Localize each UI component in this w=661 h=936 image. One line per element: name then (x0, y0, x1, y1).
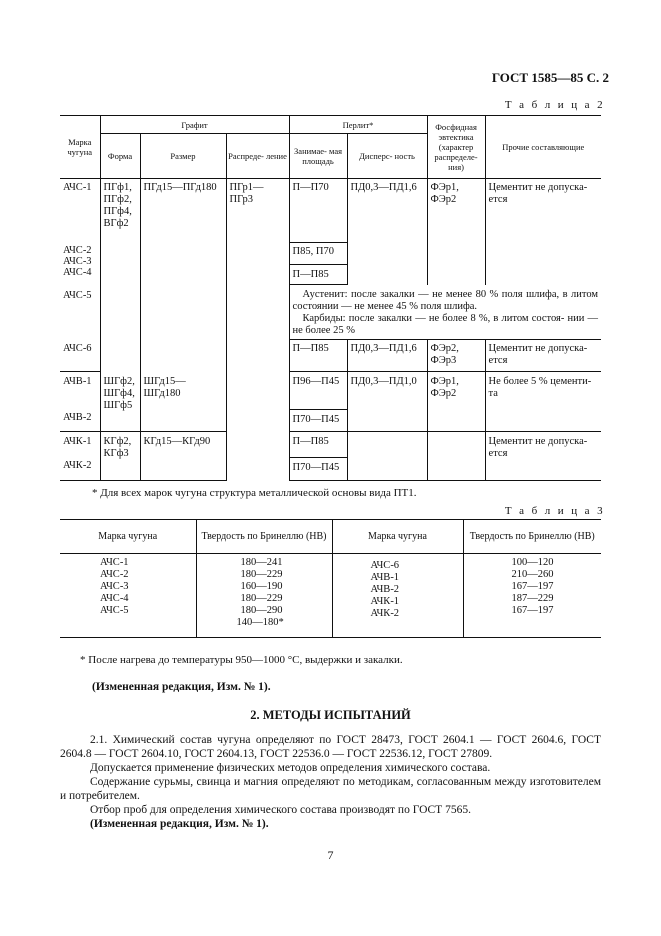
cell-prochie-achs1: Цементит не допуска- ется (488, 182, 588, 205)
section-title: 2. МЕТОДЫ ИСПЫТАНИЙ (250, 708, 411, 722)
cell-raspr-all: ПГр1—ПГр3 (226, 179, 289, 481)
table2 (60, 115, 601, 481)
th-raspredelenie: Распреде- ление (226, 134, 289, 179)
t3-mark: АЧС-4 (100, 593, 129, 604)
t3-value: 210—260 (511, 569, 554, 580)
achs5-austenit: Аустенит: после закалки — не менее 80 % поля шлифа, в литом состоянии — не менее 45 % поля шлифа. (292, 289, 599, 312)
cell-prochie-achs6: Цементит не допуска- ется (485, 340, 601, 372)
cell-prochie-achk: Цементит не допуска- ется (485, 432, 601, 481)
table2-caption: Т а б л и ц а 2 (504, 99, 605, 111)
mark-achs4: АЧС-4 (63, 266, 92, 278)
cell-razmer-achv: ШГд15—ШГд180 (140, 372, 226, 432)
mark-achs2: АЧС-2 (63, 244, 92, 256)
mark-achs3: АЧС-3 (63, 255, 92, 267)
t3-right-values (463, 554, 601, 638)
cell-marka-achs234 (60, 243, 100, 285)
t3-right-marks (332, 554, 463, 638)
t3-mark: АЧС-6 (370, 560, 400, 571)
section2-p2: Допускается применение физических методов определения химического состава. (90, 762, 491, 774)
cell-marka-achs6: АЧС-6 (60, 340, 100, 372)
t3-mark: АЧС-5 (100, 605, 129, 616)
page-number: 7 (327, 848, 334, 862)
th-zanimaemaya: Занимае- мая площадь (289, 134, 347, 179)
cell-fosfid-empty1 (427, 243, 485, 285)
th-prochie: Прочие составляющие (485, 116, 601, 179)
cell-ploshad-achv2: П70—П45 (289, 410, 347, 432)
cell-fosfid-achs6: ФЭр2, ФЭр3 (427, 340, 485, 372)
cell-forma-achk: КГф2, КГф3 (100, 432, 140, 481)
th3-marka-left: Марка чугуна (60, 520, 196, 554)
t3-value: 160—190 (240, 581, 283, 592)
th3-hard-right: Твердость по Бринеллю (НВ) (463, 520, 601, 554)
t3-mark: АЧС-2 (100, 569, 129, 580)
cell-marka-achk2: АЧК-2 (60, 458, 100, 481)
cell-ploshad-achs6: П—П85 (289, 340, 347, 372)
section2-p3: Содержание сурьмы, свинца и магния определяют по методикам, согласованным между изготовителем и потребителем. (60, 776, 601, 802)
t3-mark: АЧС-3 (100, 581, 129, 592)
t3-value: 140—180* (236, 617, 284, 628)
t3-value: 167—197 (511, 605, 554, 616)
section2-p1: 2.1. Химический состав чугуна определяют по ГОСТ 28473, ГОСТ 2604.1 — ГОСТ 2604.6, ГОСТ 2604.8 — ГОСТ 2604.10, ГОСТ 2604.13, ГОСТ 22536.0 — ГОСТ 22536.12, ГОСТ 27809. (60, 734, 601, 760)
cell-marka-achs1: АЧС-1 (60, 179, 100, 243)
cell-fosfid-achs1: ФЭр1, ФЭр2 (427, 179, 485, 243)
cell-fosfid-achk (427, 432, 485, 481)
th-dispersnost: Дисперс- ность (347, 134, 427, 179)
table3-caption: Т а б л и ц а 3 (504, 505, 605, 517)
th-perlit: Перлит* (289, 116, 427, 134)
section2-change-note: (Измененная редакция, Изм. № 1). (90, 818, 269, 830)
t3-mark: АЧВ-1 (370, 572, 400, 583)
t3-value: 180—229 (240, 569, 283, 580)
change-note-1: (Измененная редакция, Изм. № 1). (92, 681, 271, 693)
th-fosfid: Фосфидная эвтектика (характер распределе- ния) (427, 116, 485, 179)
t3-value: 180—241 (240, 557, 283, 568)
cell-disp-achk (347, 432, 427, 481)
cell-ploshad-achs4: П—П85 (289, 265, 347, 285)
cell-achs5-note (289, 285, 601, 340)
cell-marka-achk1: АЧК-1 (60, 432, 100, 458)
table3-footnote: * После нагрева до температуры 950—1000 °С, выдержки и закалки. (80, 654, 403, 666)
th-marka: Марка чугуна (60, 116, 100, 179)
cell-marka-achv2: АЧВ-2 (60, 410, 100, 432)
t3-mark: АЧВ-2 (370, 584, 400, 595)
cell-disp-achs1: ПД0,3—ПД1,6 (347, 179, 427, 243)
cell-forma-achs: ПГф1, ПГф2, ПГф4, ВГф2 (100, 179, 140, 372)
achs5-karbidy: Карбиды: после закалки — не более 8 %, в литом состоя- нии — не более 25 % (292, 313, 599, 336)
cell-marka-achs5: АЧС-5 (60, 285, 100, 340)
cell-ploshad-achv1: П96—П45 (289, 372, 347, 410)
cell-disp-achv: ПД0,3—ПД1,0 (347, 372, 427, 432)
cell-forma-achv: ШГф2, ШГф4, ШГф5 (100, 372, 140, 432)
cell-disp-empty1 (347, 243, 427, 285)
cell-ploshad-achs1: П—П70 (289, 179, 347, 243)
t3-mark: АЧК-1 (370, 596, 400, 607)
t3-value: 180—229 (240, 593, 283, 604)
t3-mark: АЧК-2 (370, 608, 400, 619)
doc-header: ГОСТ 1585—85 С. 2 (491, 70, 609, 85)
cell-prochie-empty1 (485, 243, 601, 285)
cell-fosfid-achv: ФЭр1, ФЭр2 (427, 372, 485, 432)
t3-value: 167—197 (511, 581, 554, 592)
th-forma: Форма (100, 134, 140, 179)
th3-hard-left: Твердость по Бринеллю (НВ) (196, 520, 332, 554)
cell-prochie-achv: Не более 5 % цементи- та (485, 372, 601, 432)
section2-p4: Отбор проб для определения химического состава производят по ГОСТ 7565. (90, 804, 471, 816)
th-grafit: Графит (100, 116, 289, 134)
table2-footnote: * Для всех марок чугуна структура металлической основы вида ПТ1. (92, 487, 417, 499)
cell-marka-achv1: АЧВ-1 (60, 372, 100, 410)
cell-ploshad-achs23: П85, П70 (289, 243, 347, 265)
t3-left-values (196, 554, 332, 638)
t3-value: 187—229 (511, 593, 554, 604)
t3-value: 100—120 (511, 557, 554, 568)
cell-ploshad-achk1: П—П85 (289, 432, 347, 458)
t3-mark: АЧС-1 (100, 557, 129, 568)
cell-razmer-achk: КГд15—КГд90 (140, 432, 226, 481)
cell-disp-achs6: ПД0,3—ПД1,6 (347, 340, 427, 372)
cell-razmer-achs: ПГд15—ПГд180 (140, 179, 226, 372)
t3-value: 180—290 (240, 605, 283, 616)
section2-body (60, 733, 601, 831)
table3 (60, 519, 601, 638)
th-razmer: Размер (140, 134, 226, 179)
cell-ploshad-achk2: П70—П45 (289, 458, 347, 481)
th3-marka-right: Марка чугуна (332, 520, 463, 554)
t3-left-marks (60, 554, 196, 638)
